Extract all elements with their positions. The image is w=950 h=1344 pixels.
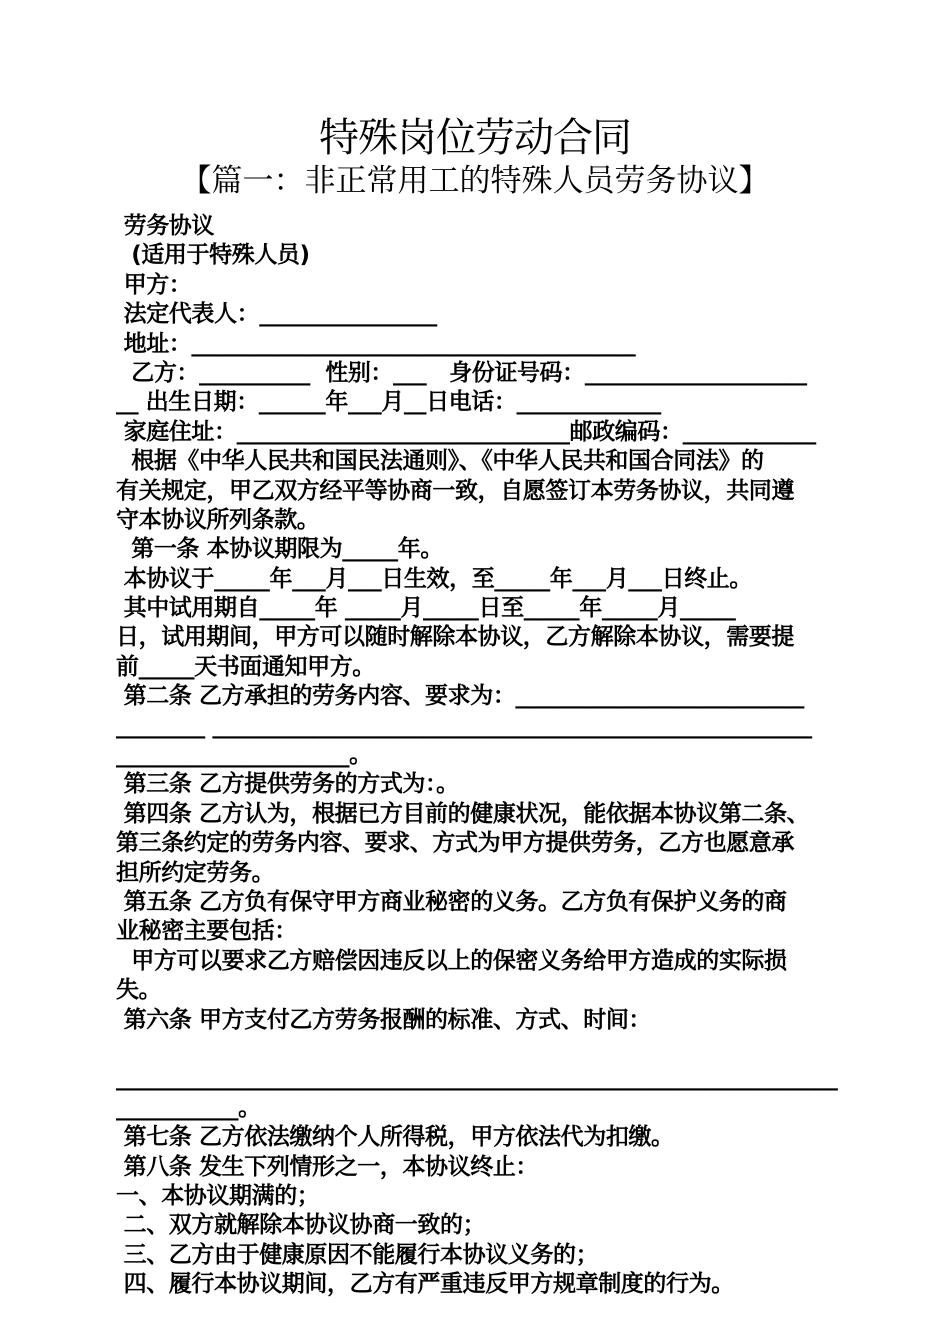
- body-line: 法定代表人：________________: [116, 301, 437, 328]
- body-line: 三、乙方由于健康原因不能履行本协议义务的；: [116, 1241, 599, 1268]
- body-line: ________ ______________________________________________________: [116, 712, 812, 739]
- body-line: 甲方：: [116, 271, 192, 298]
- document-subtitle: 【篇一：非正常用工的特殊人员劳务协议】: [180, 163, 770, 199]
- body-line: 第四条 乙方认为，根据已方目前的健康状况，能依据本协议第二条、: [116, 800, 810, 827]
- document-body: [116, 212, 838, 1299]
- body-line: _________________________________________________________________: [116, 1065, 838, 1092]
- body-line: 乙方：__________ 性别：___ 身份证号码：____________________: [116, 359, 807, 386]
- body-line: 失。: [116, 977, 162, 1004]
- body-line: _____________________。: [116, 742, 372, 769]
- body-line: 守本协议所列条款。: [116, 506, 320, 533]
- body-line: 其中试用期自_____年 _____月_____日至_____年_____月_____: [116, 595, 736, 622]
- body-line: 第八条 发生下列情形之一，本协议终止：: [116, 1153, 539, 1180]
- body-line: 一、本协议期满的；: [116, 1182, 320, 1209]
- body-line: 第五条 乙方负有保守甲方商业秘密的义务。乙方负有保护义务的商: [116, 888, 787, 915]
- body-line: 家庭住址：______________________________邮政编码：____________: [116, 418, 816, 445]
- body-line: 二、双方就解除本协议协商一致的；: [116, 1212, 486, 1239]
- body-line: (适用于特殊人员): [116, 242, 310, 269]
- body-line: 第三条约定的劳务内容、要求、方式为甲方提供劳务，乙方也愿意承: [116, 830, 795, 857]
- document-title: 特殊岗位劳动合同: [319, 115, 631, 161]
- body-line: ___________。: [116, 1094, 261, 1121]
- body-line: 第七条 乙方依法缴纳个人所得税，甲方依法代为扣缴。: [116, 1124, 674, 1151]
- body-line: 第二条 乙方承担的劳务内容、要求为：__________________________: [116, 683, 805, 710]
- body-line: 劳务协议: [116, 213, 215, 239]
- body-line: 根据《中华人民共和国民法通则》、《中华人民共和国合同法》的: [116, 448, 764, 475]
- body-line: [116, 1035, 838, 1064]
- body-line: 第三条 乙方提供劳务的方式为：。: [116, 771, 459, 798]
- body-line: 前_____天书面通知甲方。: [116, 653, 375, 680]
- body-line: 四、履行本协议期间，乙方有严重违反甲方规章制度的行为。: [116, 1271, 734, 1298]
- body-line: 第一条 本协议期限为_____年。: [116, 536, 443, 563]
- body-line: 有关规定，甲乙双方经平等协商一致，自愿签订本劳务协议，共同遵: [116, 477, 795, 504]
- body-line: 第六条 甲方支付乙方劳务报酬的标准、方式、时间：: [116, 1006, 652, 1033]
- body-line: 担所约定劳务。: [116, 859, 275, 886]
- body-line: 甲方可以要求乙方赔偿因违反以上的保密义务给甲方造成的实际损: [116, 947, 787, 974]
- body-line: 业秘密主要包括：: [116, 918, 297, 945]
- body-line: 本协议于_____年___月___日生效，至_____年___月___日终止。: [116, 565, 753, 592]
- body-line: __ 出生日期：______年___月__日电话：_____________: [116, 389, 661, 416]
- body-line: 日，试用期间，甲方可以随时解除本协议，乙方解除本协议，需要提: [116, 624, 795, 651]
- body-line: 地址：________________________________________: [116, 330, 636, 357]
